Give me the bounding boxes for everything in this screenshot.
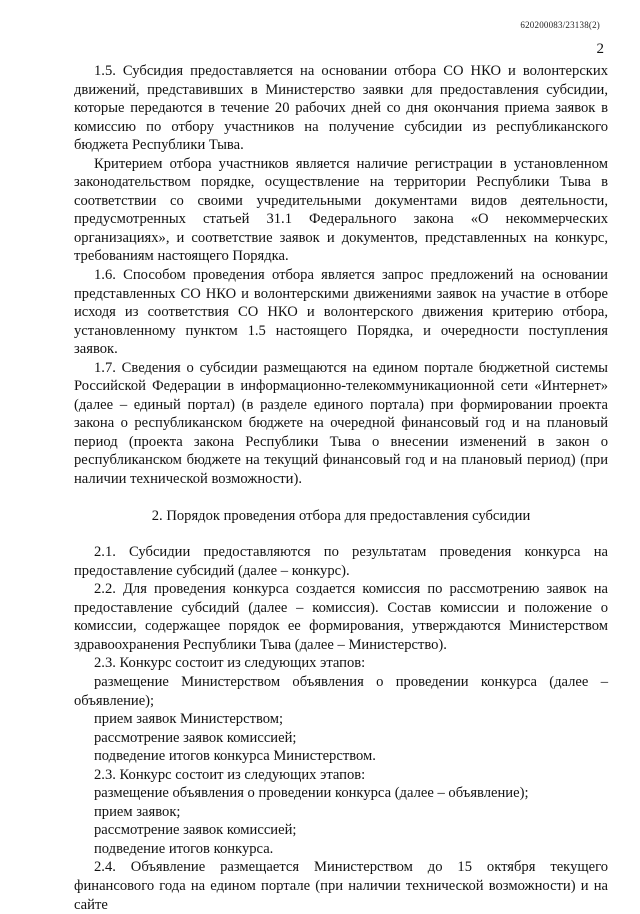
list-item: размещение Министерством объявления о проведении конкурса (далее – объявление); xyxy=(74,673,608,709)
paragraph-2-3: 2.3. Конкурс состоит из следующих этапов: xyxy=(94,655,366,672)
paragraph-2-3-repeat: 2.3. Конкурс состоит из следующих этапов: xyxy=(94,766,366,783)
list-item: рассмотрение заявок комиссией; xyxy=(94,729,297,746)
list-item: размещение объявления о проведении конкурса (далее – объявление); xyxy=(94,785,529,802)
paragraph-2-2: 2.2. Для проведения конкурса создается комиссия по рассмотрению заявок на предоставление субсидий (далее – комиссия). Состав комиссии и положение о комиссии, содержащее порядок ее формирования, утверждаются Министерством здравоохранения Республики Тыва (далее – Министерство). xyxy=(74,581,608,653)
paragraph-criteria: Критерием отбора участников является наличие регистрации в установленном законодательством порядке, осуществление на территории Республики Тыва в соответствии со своими учредительными документами видов деятельности, предусмотренных статьей 31.1 Федерального закона «О некоммерческих организациях», и соответствие заявок и документов, представленных на конкурс, требованиям настоящего Порядка. xyxy=(74,155,608,265)
page-number: 2 xyxy=(596,41,604,57)
section-title: 2. Порядок проведения отбора для предоставления субсидии xyxy=(151,507,531,524)
paragraph-2-1: 2.1. Субсидии предоставляются по результатам проведения конкурса на предоставление субсидий (далее – конкурс). xyxy=(74,544,608,579)
paragraph-1-5: 1.5. Субсидия предоставляется на основании отбора СО НКО и волонтерских движений, представивших в Министерство заявки для предоставления субсидии, которые передаются в течение 20 рабочих дней со дня окончания приема заявок в комиссию по отбору участников на получение субсидии из республиканского бюджета Республики Тыва. xyxy=(74,63,608,154)
list-item: прием заявок Министерством; xyxy=(94,711,284,728)
document-body xyxy=(74,62,608,914)
document-id: 620200083/23138(2) xyxy=(520,20,600,30)
list-item: подведение итогов конкурса. xyxy=(94,840,274,857)
paragraph-1-7: 1.7. Сведения о субсидии размещаются на едином портале бюджетной системы Российской Федерации в информационно-телекоммуникационной сети «Интернет» (далее – единый портал) (в разделе единого портала) при формировании проекта закона о республиканском бюджете на очередной финансовый год и на плановый период (проекта закона Республики Тыва о внесении изменений в закон о республиканском бюджете на текущий финансовый год и на плановый период) (при наличии технической возможности). xyxy=(74,359,608,488)
list-item: рассмотрение заявок комиссией; xyxy=(94,822,297,839)
list-item: подведение итогов конкурса Министерством. xyxy=(94,748,376,765)
paragraph-1-6: 1.6. Способом проведения отбора является запрос предложений на основании представленных СО НКО и волонтерскими движениями заявок на участие в отборе исходя из соответствия СО НКО и волонтерского движения критерию отбора, установленному пунктом 1.5 настоящего Порядка, и очередности поступления заявок. xyxy=(74,267,608,358)
list-item: прием заявок; xyxy=(94,803,181,820)
paragraph-2-4: 2.4. Объявление размещается Министерством до 15 октября текущего финансового года на едином портале (при наличии технической возможности) и на сайте xyxy=(74,859,608,913)
